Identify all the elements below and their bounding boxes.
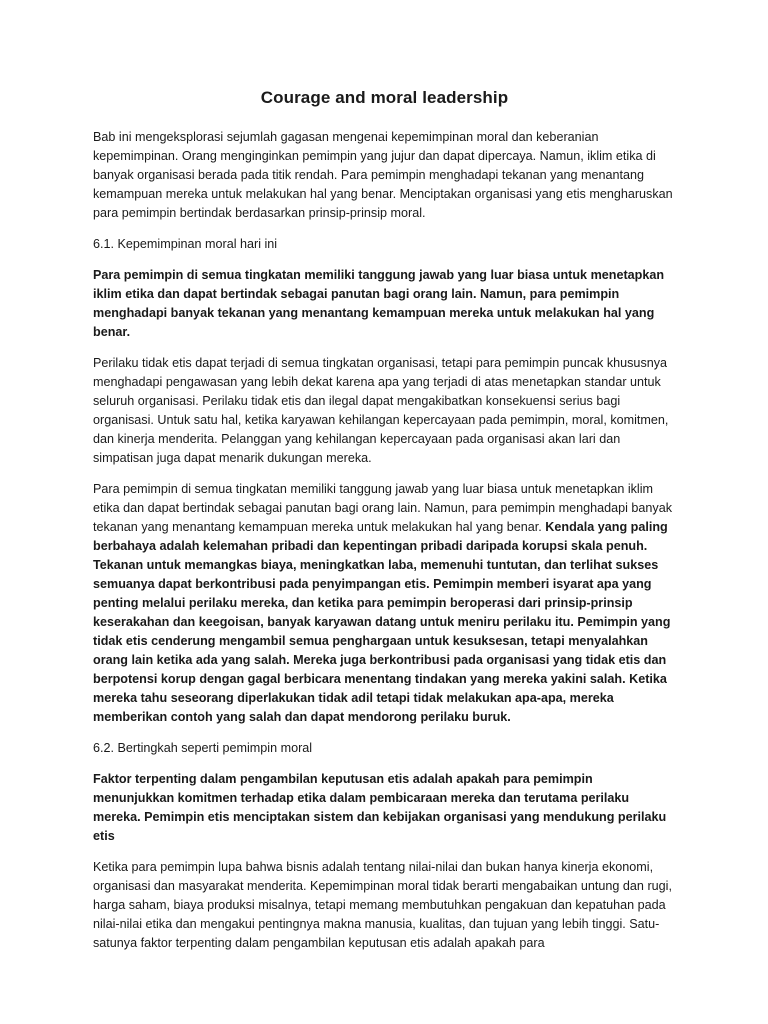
paragraph-unethical-behavior: Perilaku tidak etis dapat terjadi di semua tingkatan organisasi, tetapi para pemimpin puncak khususnya menghadapi pengawasan yang lebih dekat karena apa yang terjadi di atas menetapkan standar untuk seluruh organisasi. Perilaku tidak etis dan ilegal dapat mengakibatkan konsekuensi serius bagi organisasi. Untuk satu hal, ketika karyawan kehilangan kepercayaan pada pemimpin, moral, komitmen, dan kinerja menderita. Pelanggan yang kehilangan kepercayaan pada organisasi akan lari dan simpatisan juga dapat menarik dukungan mereka. [93,356,669,465]
intro-paragraph: Bab ini mengeksplorasi sejumlah gagasan mengenai kepemimpinan moral dan keberanian kepemimpinan. Orang menginginkan pemimpin yang jujur dan dapat dipercaya. Namun, iklim etika di banyak organisasi berada pada titik rendah. Para pemimpin menghadapi tekanan yang menantang kemampuan mereka untuk melakukan hal yang benar. Menciptakan organisasi yang etis mengharuskan para pemimpin bertindak berdasarkan prinsip-prinsip moral. [93,130,673,220]
document-title: Courage and moral leadership [260,88,509,107]
paragraph-leader-pressures-bold: Kendala yang paling berbahaya adalah kelemahan pribadi dan kepentingan pribadi daripada korupsi skala penuh. Tekanan untuk memangkas biaya, meningkatkan laba, memenuhi tuntutan, dan terlihat sukses semuanya dapat berkontribusi pada penyimpangan etis. Pemimpin memberi isyarat apa yang penting melalui perilaku mereka, dan ketika para pemimpin beroperasi dari prinsip-prinsip keserakahan dan keegoisan, banyak karyawan datang untuk meniru perilaku itu. Pemimpin yang tidak etis cenderung mengambil semua penghargaan untuk kesuksesan, tetapi menyalahkan orang lain ketika ada yang salah. Mereka juga berkontribusi pada organisasi yang tidak etis dan berpotensi korup dengan gagal berbicara menentang tindakan yang mereka yakini salah. Ketika mereka tahu seseorang diperlakukan tidak adil tetapi tidak melakukan apa-apa, mereka memberikan contoh yang salah dan dapat mendorong perilaku buruk. [93,520,671,724]
paragraph-leader-pressures-regular: Para pemimpin di semua tingkatan memiliki tanggung jawab yang luar biasa untuk menetapkan iklim etika dan dapat bertindak sebagai panutan bagi orang lain. Namun, para pemimpin menghadapi banyak tekanan yang menantang kemampuan mereka untuk melakukan hal yang benar. [93,482,673,534]
bold-paragraph-1: Para pemimpin di semua tingkatan memiliki tanggung jawab yang luar biasa untuk menetapkan iklim etika dan dapat bertindak sebagai panutan bagi orang lain. Namun, para pemimpin menghadapi banyak tekanan yang menantang kemampuan mereka untuk melakukan hal yang benar. [93,268,665,339]
section-heading-6-2: 6.2. Bertingkah seperti pemimpin moral [93,741,313,755]
section-heading-6-1: 6.1. Kepemimpinan moral hari ini [93,237,278,251]
bold-paragraph-ethical-decision: Faktor terpenting dalam pengambilan keputusan etis adalah apakah para pemimpin menunjukkan komitmen terhadap etika dalam pembicaraan mereka dan terutama perilaku mereka. Pemimpin etis menciptakan sistem dan kebijakan organisasi yang mendukung perilaku etis [93,772,667,843]
paragraph-moral-leadership: Ketika para pemimpin lupa bahwa bisnis adalah tentang nilai-nilai dan bukan hanya kinerja ekonomi, organisasi dan masyarakat menderita. Kepemimpinan moral tidak berarti mengabaikan untung dan rugi, harga saham, biaya produksi misalnya, tetapi memang membutuhkan pengakuan dan kepatuhan pada nilai-nilai etika dan mengakui pentingnya makna manusia, kualitas, dan tujuan yang lebih tinggi. Satu-satunya faktor terpenting dalam pengambilan keputusan etis adalah apakah para [93,860,672,950]
paragraph-leader-pressures [93,480,676,727]
